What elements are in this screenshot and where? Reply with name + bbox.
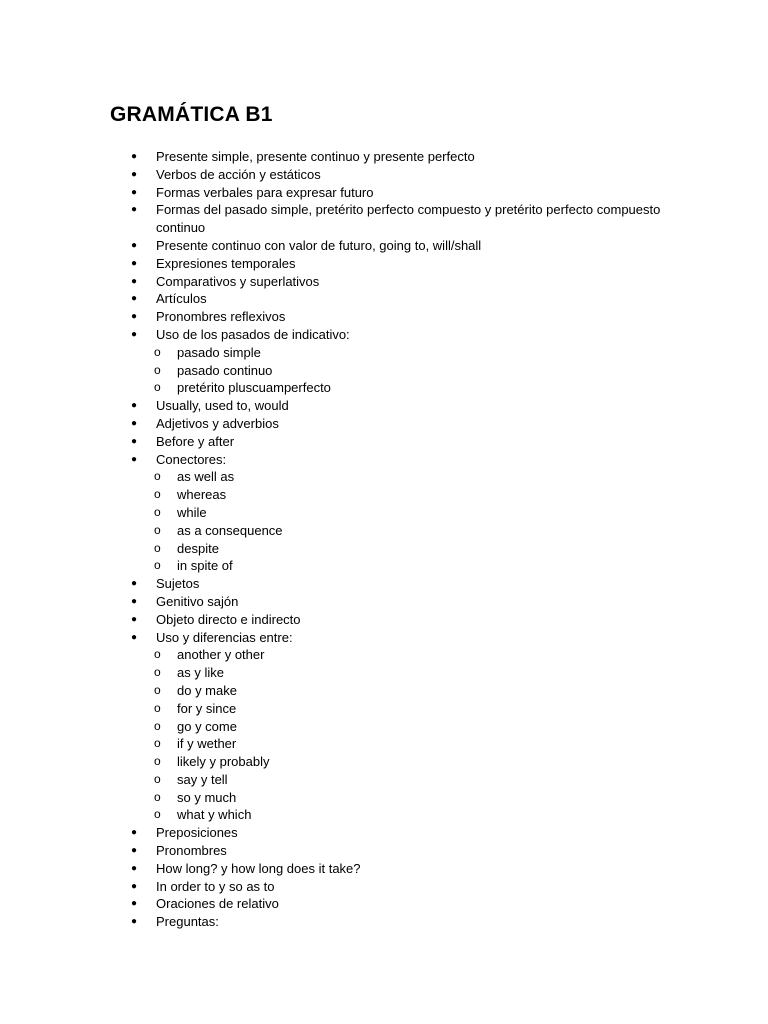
outline-sub-item-label: if y wether: [177, 736, 237, 752]
outline-sub-item: [131, 362, 691, 380]
outline-sub-item: [131, 468, 691, 486]
outline-item: [131, 148, 691, 166]
outline-sub-item-label: while: [177, 504, 207, 520]
outline-sub-item: [131, 522, 691, 540]
outline-sub-item: [131, 771, 691, 789]
outline-item: [131, 326, 691, 344]
outline-item-label: In order to y so as to: [156, 878, 275, 894]
outline-item: [131, 895, 691, 913]
outline-sub-item: [131, 700, 691, 718]
outline-item-label: Formas del pasado simple, pretérito perfecto compuesto y pretérito perfecto compuesto continuo: [156, 202, 661, 236]
outline-sub-item: [131, 504, 691, 522]
outline-sub-item-label: in spite of: [177, 558, 233, 574]
bullet-icon: ●: [131, 613, 138, 625]
outline-item-label: Conectores:: [156, 451, 227, 467]
outline-item: [131, 913, 691, 931]
outline-item-label: Genitivo sajón: [156, 593, 239, 609]
hollow-bullet-icon: o: [154, 647, 161, 662]
bullet-icon: ●: [131, 827, 138, 839]
outline-item-label: Oraciones de relativo: [156, 896, 279, 912]
hollow-bullet-icon: o: [154, 682, 161, 697]
outline-item: [131, 166, 691, 184]
outline-item: [131, 237, 691, 255]
outline-item-label: Expresiones temporales: [156, 255, 296, 271]
bullet-icon: ●: [131, 328, 138, 340]
outline-sub-item: [131, 682, 691, 700]
outline-sub-item: [131, 718, 691, 736]
outline-item: [131, 308, 691, 326]
outline-sub-item-label: say y tell: [177, 771, 228, 787]
outline-sub-item-label: as y like: [177, 665, 224, 681]
hollow-bullet-icon: o: [154, 540, 161, 555]
outline-item-label: Usually, used to, would: [156, 398, 289, 414]
outline-item: [131, 878, 691, 896]
outline-item-label: Formas verbales para expresar futuro: [156, 184, 374, 200]
outline-item: [131, 397, 691, 415]
bullet-icon: ●: [131, 862, 138, 874]
bullet-icon: ●: [131, 311, 138, 323]
outline-item: [131, 184, 691, 202]
bullet-icon: ●: [131, 400, 138, 412]
outline-item: [131, 860, 691, 878]
bullet-icon: ●: [131, 151, 138, 162]
outline-sub-item-label: likely y probably: [177, 754, 270, 770]
hollow-bullet-icon: o: [154, 558, 161, 573]
bullet-icon: ●: [131, 168, 138, 180]
outline-item: [131, 451, 691, 469]
outline-item-label: Sujetos: [156, 576, 200, 592]
bullet-icon: ●: [131, 880, 138, 892]
bullet-icon: ●: [131, 898, 138, 910]
bullet-icon: ●: [131, 239, 138, 251]
hollow-bullet-icon: o: [154, 754, 161, 769]
outline-item-label: Preguntas:: [156, 914, 219, 930]
outline-sub-item-label: pasado simple: [177, 344, 261, 360]
outline-sub-item: [131, 806, 691, 824]
hollow-bullet-icon: o: [154, 504, 161, 519]
hollow-bullet-icon: o: [154, 469, 161, 484]
outline-item-label: Presente continuo con valor de futuro, going to, will/shall: [156, 237, 482, 253]
outline-item: [131, 593, 691, 611]
bullet-icon: ●: [131, 275, 138, 287]
outline-item-label: Artículos: [156, 291, 207, 307]
outline-sub-item-label: as well as: [177, 469, 235, 485]
outline-item-label: Before y after: [156, 433, 235, 449]
outline-item-label: Pronombres: [156, 843, 227, 859]
outline-sub-item-label: pasado continuo: [177, 362, 273, 378]
outline-sub-item: [131, 646, 691, 664]
outline-item: [131, 842, 691, 860]
outline-sub-item-label: so y much: [177, 789, 237, 805]
outline-sub-item-label: another y other: [177, 647, 265, 663]
outline-sub-item: [131, 344, 691, 362]
outline-item: [131, 290, 691, 308]
bullet-icon: ●: [131, 845, 138, 857]
page-title: GRAMÁTICA B1: [110, 103, 273, 126]
outline-item: [131, 629, 691, 647]
outline-item-label: Pronombres reflexivos: [156, 309, 286, 325]
outline-sub-item: [131, 540, 691, 558]
outline-sub-item: [131, 486, 691, 504]
bullet-icon: ●: [131, 453, 138, 465]
bullet-icon: ●: [131, 595, 138, 607]
outline-sub-item-label: whereas: [177, 487, 227, 503]
hollow-bullet-icon: o: [154, 380, 161, 395]
bullet-icon: ●: [131, 186, 138, 198]
hollow-bullet-icon: o: [154, 487, 161, 502]
hollow-bullet-icon: o: [154, 665, 161, 680]
hollow-bullet-icon: o: [154, 736, 161, 751]
outline-item: [131, 611, 691, 629]
outline-item: [131, 255, 691, 273]
bullet-icon: ●: [131, 578, 138, 590]
outline-item-label: How long? y how long does it take?: [156, 860, 361, 876]
outline-sub-item-label: do y make: [177, 682, 237, 698]
bullet-icon: ●: [131, 916, 138, 928]
outline-item: [131, 415, 691, 433]
outline-sub-item: [131, 557, 691, 575]
outline-item: [131, 273, 691, 291]
outline-item-label: Preposiciones: [156, 825, 238, 841]
outline-item-label: Comparativos y superlativos: [156, 273, 320, 289]
outline-sub-item-label: for y since: [177, 700, 237, 716]
outline-sub-item: [131, 789, 691, 807]
outline-sub-item-label: despite: [177, 540, 219, 556]
outline-item: [131, 201, 691, 237]
outline-sub-item-label: go y come: [177, 718, 237, 734]
hollow-bullet-icon: o: [154, 344, 161, 359]
hollow-bullet-icon: o: [154, 789, 161, 804]
outline-sub-list: [131, 344, 691, 397]
hollow-bullet-icon: o: [154, 362, 161, 377]
outline-item-label: Uso de los pasados de indicativo:: [156, 326, 350, 342]
outline-item-label: Presente simple, presente continuo y presente perfecto: [156, 149, 475, 164]
outline-sub-item-label: what y which: [177, 807, 252, 823]
outline-item-label: Adjetivos y adverbios: [156, 415, 279, 431]
hollow-bullet-icon: o: [154, 771, 161, 786]
bullet-icon: ●: [131, 204, 138, 216]
grammar-outline-list: [131, 148, 691, 931]
bullet-icon: ●: [131, 257, 138, 269]
outline-sub-item-label: pretérito pluscuamperfecto: [177, 380, 331, 396]
outline-item-label: Uso y diferencias entre:: [156, 629, 293, 645]
outline-sub-item: [131, 379, 691, 397]
outline-sub-item: [131, 753, 691, 771]
hollow-bullet-icon: o: [154, 718, 161, 733]
hollow-bullet-icon: o: [154, 700, 161, 715]
outline-sub-item-label: as a consequence: [177, 522, 283, 538]
outline-item: [131, 575, 691, 593]
outline-item: [131, 433, 691, 451]
outline-item-label: Objeto directo e indirecto: [156, 611, 301, 627]
bullet-icon: ●: [131, 435, 138, 447]
bullet-icon: ●: [131, 631, 138, 643]
outline-sub-list: [131, 646, 691, 824]
outline-sub-list: [131, 468, 691, 575]
bullet-icon: ●: [131, 417, 138, 429]
outline-sub-item: [131, 664, 691, 682]
outline-item-label: Verbos de acción y estáticos: [156, 166, 321, 182]
hollow-bullet-icon: o: [154, 807, 161, 822]
outline-item: [131, 824, 691, 842]
bullet-icon: ●: [131, 293, 138, 305]
outline-sub-item: [131, 735, 691, 753]
hollow-bullet-icon: o: [154, 522, 161, 537]
